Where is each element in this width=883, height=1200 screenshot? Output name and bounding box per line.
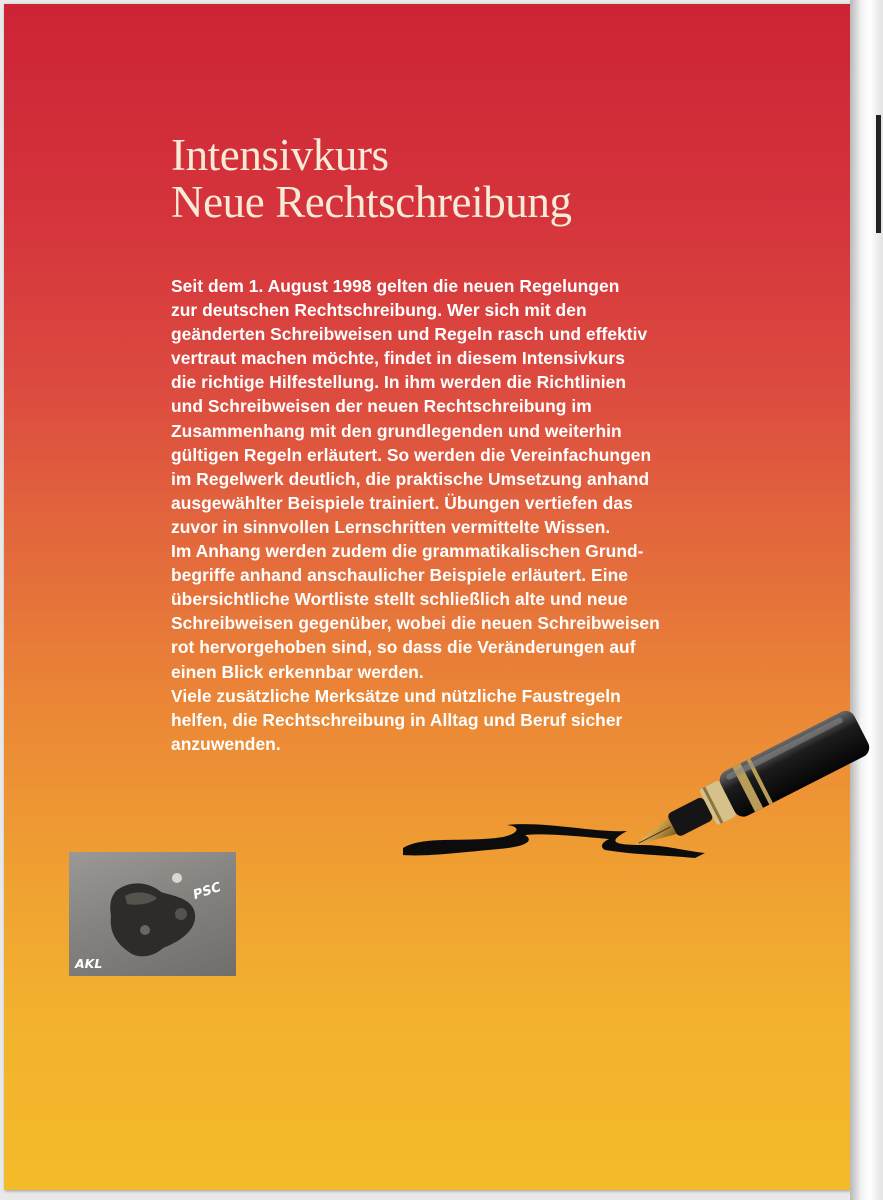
blurb-line: die richtige Hilfestellung. In ihm werden die Richtlinien	[171, 372, 627, 393]
blurb-line: vertraut machen möchte, findet in diesem Intensivkurs	[171, 348, 625, 369]
blurb-line: Schreibweisen gegenüber, wobei die neuen Schreibweisen	[171, 613, 660, 634]
fountain-pen-icon	[395, 685, 883, 870]
blurb-line: zuvor in sinnvollen Lernschritten vermittelte Wissen.	[171, 516, 611, 537]
blurb-line: und Schreibweisen der neuen Rechtschreibung im	[171, 396, 592, 417]
blurb-line: im Regelwerk deutlich, die praktische Umsetzung anhand	[171, 468, 650, 489]
blurb-line: Seit dem 1. August 1998 gelten die neuen Regelungen	[171, 276, 620, 296]
sticker-photo	[69, 852, 236, 976]
sticker-label-top: PSC	[191, 879, 224, 904]
spine-mark	[876, 115, 881, 233]
title-line-2: Neue Rechtschreibung	[171, 177, 572, 227]
blurb-line: geänderten Schreibweisen und Regeln rasch und effektiv	[171, 324, 648, 345]
blurb-text	[171, 274, 731, 756]
blurb-line: ausgewählter Beispiele trainiert. Übungen vertiefen das	[171, 492, 633, 513]
blurb-line: Viele zusätzliche Merksätze und nützliche Faustregeln	[171, 685, 621, 706]
title-line-1: Intensivkurs	[171, 130, 389, 180]
blurb-line: rot hervorgehoben sind, so dass die Veränderungen auf	[171, 637, 636, 658]
blurb-line: gültigen Regeln erläutert. So werden die Vereinfachungen	[171, 444, 652, 465]
sticker-label-bottom: AKL	[75, 956, 103, 971]
blurb-line: helfen, die Rechtschreibung in Alltag und Beruf sicher	[171, 709, 623, 730]
blurb-line: begriffe anhand anschaulicher Beispiele erläutert. Eine	[171, 565, 628, 586]
blurb-line: zur deutschen Rechtschreibung. Wer sich mit den	[171, 300, 587, 321]
blurb-line: Zusammenhang mit den grundlegenden und weiterhin	[171, 420, 622, 441]
blurb-line: anzuwenden.	[171, 733, 281, 754]
blurb-line: Im Anhang werden zudem die grammatikalischen Grund-	[171, 541, 644, 562]
blurb-line: einen Blick erkennbar werden.	[171, 661, 424, 682]
cover-title	[171, 132, 572, 226]
blurb-line: übersichtliche Wortliste stellt schließlich alte und neue	[171, 589, 628, 610]
book-back-cover	[4, 4, 850, 1190]
